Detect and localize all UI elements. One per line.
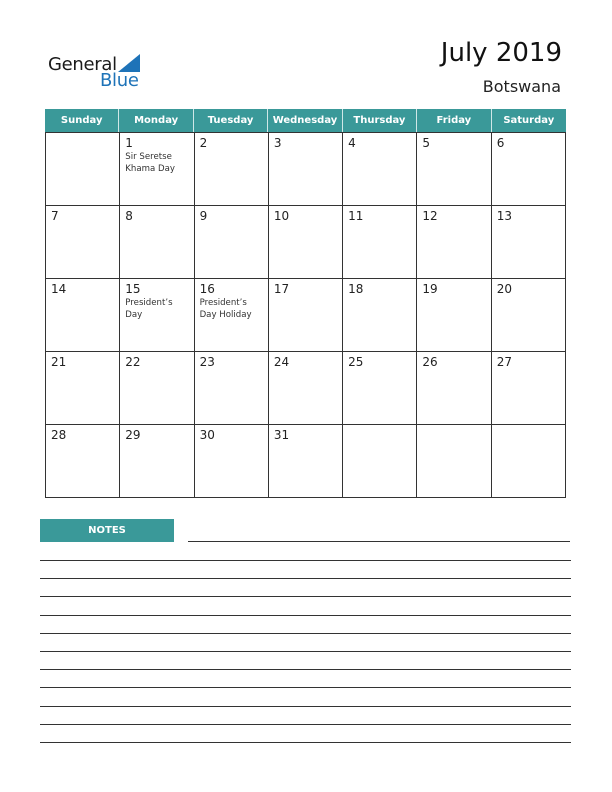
day-number: 29 <box>125 428 141 442</box>
note-line <box>40 742 571 743</box>
calendar-day-cell <box>417 133 491 206</box>
day-number: 12 <box>422 209 438 223</box>
calendar-day-cell <box>417 206 491 279</box>
calendar-day-cell <box>269 133 343 206</box>
weekday-wednesday: Wednesday <box>268 109 342 132</box>
calendar-day-cell <box>46 133 120 206</box>
calendar-day-cell <box>46 279 120 352</box>
calendar-day-cell <box>120 352 194 425</box>
day-number: 18 <box>348 282 364 296</box>
note-line <box>188 541 570 542</box>
weekday-friday: Friday <box>417 109 491 132</box>
calendar-day-cell <box>492 279 566 352</box>
day-number: 7 <box>51 209 59 223</box>
note-line <box>40 578 571 579</box>
note-line <box>40 724 571 725</box>
notes-label: NOTES <box>40 519 174 542</box>
calendar-day-cell <box>343 279 417 352</box>
note-line <box>40 633 571 634</box>
country-name: Botswana <box>482 77 561 96</box>
calendar-day-cell <box>417 279 491 352</box>
day-number: 17 <box>273 282 290 296</box>
note-line <box>40 560 571 561</box>
day-number: 14 <box>51 282 67 296</box>
day-number: 19 <box>422 282 438 296</box>
holiday-label: President’s Day Holiday <box>199 298 252 320</box>
calendar-day-cell <box>417 352 491 425</box>
calendar-day-cell <box>492 206 566 279</box>
calendar-days <box>45 132 566 498</box>
logo-text-blue: Blue <box>100 70 139 91</box>
weekday-sunday: Sunday <box>45 109 119 132</box>
generalblue-logo <box>48 52 158 92</box>
calendar-grid <box>45 109 566 499</box>
day-number: 10 <box>273 209 290 223</box>
calendar-day-cell <box>343 352 417 425</box>
note-line <box>40 615 571 616</box>
day-number: 15 <box>125 282 141 296</box>
holiday-label: President’s Day <box>125 298 173 320</box>
day-number: 30 <box>199 428 215 442</box>
calendar-day-cell <box>195 352 269 425</box>
weekday-header-row <box>45 109 566 132</box>
day-number: 25 <box>348 355 364 369</box>
holiday-label: Sir Seretse Khama Day <box>125 152 175 174</box>
calendar-day-cell <box>343 425 417 498</box>
calendar-day-cell <box>46 206 120 279</box>
day-number: 28 <box>51 428 67 442</box>
day-number: 20 <box>496 282 512 296</box>
calendar-day-cell <box>492 133 566 206</box>
day-number: 5 <box>422 136 431 150</box>
day-number: 11 <box>348 209 364 223</box>
day-number: 22 <box>125 355 141 369</box>
note-line <box>40 706 571 707</box>
weekday-monday: Monday <box>119 109 193 132</box>
calendar-day-cell <box>120 425 194 498</box>
calendar-day-cell <box>46 352 120 425</box>
day-number: 9 <box>199 209 208 223</box>
day-number: 1 <box>125 136 133 150</box>
note-line <box>40 651 571 652</box>
calendar-day-cell <box>492 425 566 498</box>
day-number: 2 <box>199 136 208 150</box>
day-number: 4 <box>348 136 356 150</box>
calendar-day-cell <box>269 206 343 279</box>
day-number: 23 <box>199 355 215 369</box>
day-number: 31 <box>273 428 290 442</box>
day-number: 24 <box>273 355 290 369</box>
calendar-day-cell <box>195 425 269 498</box>
day-number: 6 <box>496 136 505 150</box>
calendar-day-cell <box>120 279 194 352</box>
calendar-day-cell <box>269 352 343 425</box>
day-number: 13 <box>496 209 512 223</box>
month-year-title: July 2019 <box>440 38 562 68</box>
day-number: 26 <box>422 355 438 369</box>
day-number: 16 <box>199 282 215 296</box>
note-line <box>40 669 571 670</box>
calendar-day-cell <box>195 133 269 206</box>
calendar-day-cell <box>343 206 417 279</box>
calendar-day-cell <box>120 206 194 279</box>
note-line <box>40 687 571 688</box>
note-line <box>40 596 571 597</box>
calendar-day-cell <box>46 425 120 498</box>
logo-text-general: General <box>48 54 117 75</box>
day-number: 8 <box>125 209 133 223</box>
calendar-day-cell <box>120 133 194 206</box>
calendar-day-cell <box>343 133 417 206</box>
day-number: 21 <box>51 355 67 369</box>
calendar-day-cell <box>417 425 491 498</box>
day-number: 3 <box>273 136 282 150</box>
weekday-saturday: Saturday <box>503 115 555 126</box>
calendar-day-cell <box>492 352 566 425</box>
calendar-day-cell <box>269 425 343 498</box>
calendar-day-cell <box>269 279 343 352</box>
weekday-thursday: Thursday <box>343 109 417 132</box>
calendar-day-cell <box>195 279 269 352</box>
weekday-tuesday: Tuesday <box>194 109 268 132</box>
calendar-day-cell <box>195 206 269 279</box>
day-number: 27 <box>496 355 512 369</box>
